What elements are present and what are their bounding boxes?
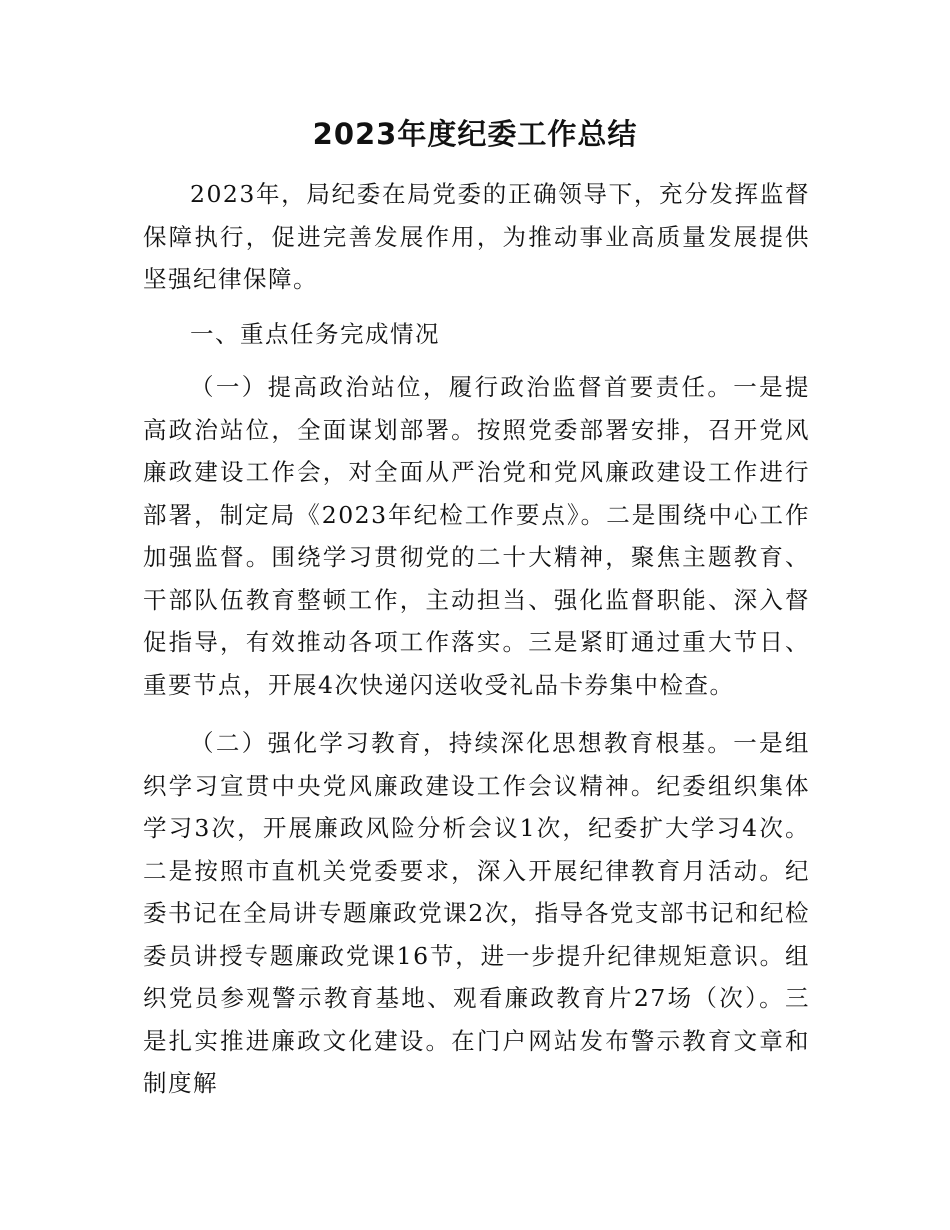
intro-paragraph [143, 173, 810, 301]
document-title: 2023年度纪委工作总结 [312, 117, 638, 151]
paragraph-learning-education [143, 722, 810, 1105]
section1-heading: 一、重点任务完成情况 [190, 320, 440, 348]
section-heading [143, 313, 810, 356]
paragraph-1-text: （一）提高政治站位，履行政治监督首要责任。一是提高政治站位，全面谋划部署。按照党委部署安排，召开党风廉政建设工作会，对全面从严治党和党风廉政建设工作进行部署，制定局《2023年纪检工作要点》。二是围绕中心工作加强监督。围绕学习贯彻党的二十大精神，聚焦主题教育、干部队伍教育整顿工作，主动担当、强化监督职能、深入督促指导，有效推动各项工作落实。三是紧盯通过重大节日、重要节点，开展4次快递闪送收受礼品卡券集中检查。 [143, 373, 810, 699]
intro-text: 2023年，局纪委在局党委的正确领导下，充分发挥监督保障执行，促进完善发展作用，为推动事业高质量发展提供坚强纪律保障。 [143, 180, 810, 293]
paragraph-2-text: （二）强化学习教育，持续深化思想教育根基。一是组织学习宣贯中央党风廉政建设工作会议精神。纪委组织集体学习3次，开展廉政风险分析会议1次，纪委扩大学习4次。二是按照市直机关党委要求，深入开展纪律教育月活动。纪委书记在全局讲专题廉政党课2次，指导各党支部书记和纪检委员讲授专题廉政党课16节，进一步提升纪律规矩意识。组织党员参观警示教育基地、观看廉政教育片27场（次）。三是扎实推进廉政文化建设。在门户网站发布警示教育文章和制度解 [143, 729, 810, 1097]
paragraph-political-supervision [143, 366, 810, 706]
